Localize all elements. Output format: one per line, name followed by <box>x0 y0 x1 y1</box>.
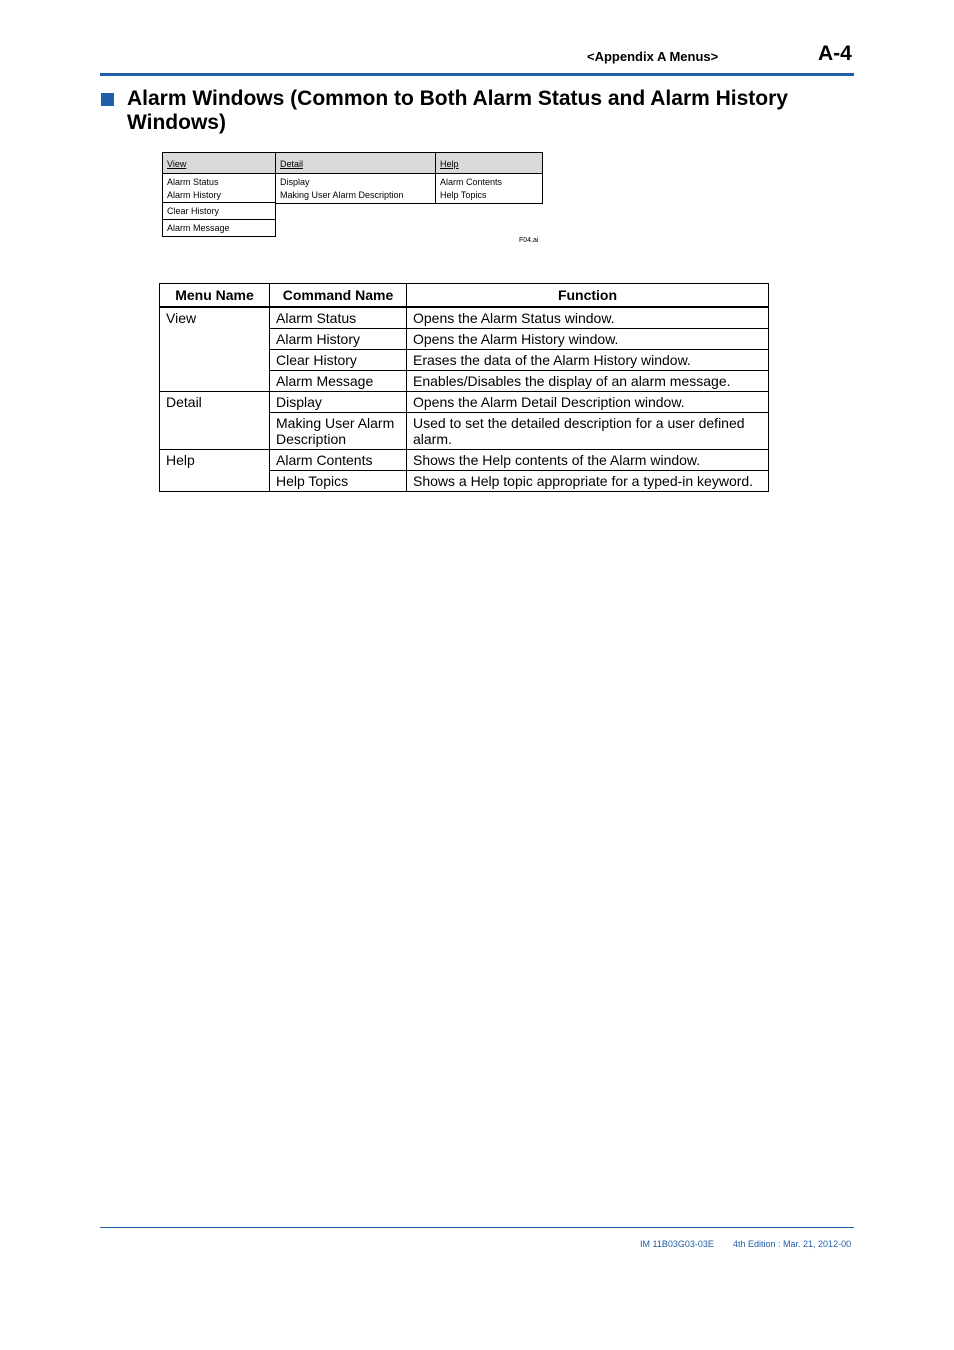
square-bullet-icon <box>101 93 114 106</box>
menu-item-alarm-contents[interactable]: Alarm Contents <box>440 177 503 187</box>
function-cell: Shows the Help contents of the Alarm window. <box>407 450 769 471</box>
menu-name-cell: Detail <box>160 392 270 413</box>
table-row <box>160 329 769 350</box>
menu-name-cell: View <box>160 307 270 329</box>
menu-detail[interactable] <box>275 152 436 204</box>
command-table <box>159 283 769 492</box>
menu-detail-label[interactable] <box>276 153 435 174</box>
menu-name-cell <box>160 350 270 371</box>
menu-help-label[interactable] <box>436 153 542 174</box>
figure-id: F04.ai <box>519 237 539 244</box>
col-header-menu: Menu Name <box>160 284 270 308</box>
running-header-section: <Appendix A Menus> <box>587 49 719 64</box>
section-title: Alarm Windows (Common to Both Alarm Status and Alarm History Windows) <box>127 87 788 134</box>
function-cell: Opens the Alarm Status window. <box>407 307 769 329</box>
menu-item-alarm-status[interactable]: Alarm Status <box>167 177 219 187</box>
menu-name-cell <box>160 371 270 392</box>
document-id: IM 11B03G03-03E <box>640 1239 714 1249</box>
menu-help-text: Help <box>440 159 459 169</box>
function-cell: Enables/Disables the display of an alarm message. <box>407 371 769 392</box>
command-cell: Making User Alarm Description <box>270 413 407 450</box>
menu-view-label[interactable] <box>163 153 275 174</box>
edition-date: 4th Edition : Mar. 21, 2012-00 <box>733 1239 852 1249</box>
function-cell: Erases the data of the Alarm History window. <box>407 350 769 371</box>
page-number: A-4 <box>818 42 852 65</box>
col-header-function: Function <box>407 284 769 308</box>
menu-item-making-user-alarm-description[interactable]: Making User Alarm Description <box>280 190 404 200</box>
command-cell: Alarm Message <box>270 371 407 392</box>
menu-name-cell: Help <box>160 450 270 471</box>
menu-help[interactable] <box>435 152 543 204</box>
table-row <box>160 450 769 471</box>
menu-item-display[interactable]: Display <box>280 177 310 187</box>
command-cell: Help Topics <box>270 471 407 492</box>
menu-detail-text: Detail <box>280 159 304 169</box>
col-header-command: Command Name <box>270 284 407 308</box>
table-row <box>160 392 769 413</box>
command-cell: Display <box>270 392 407 413</box>
function-cell: Opens the Alarm History window. <box>407 329 769 350</box>
table-row <box>160 307 769 329</box>
table-row <box>160 471 769 492</box>
command-cell: Alarm History <box>270 329 407 350</box>
menu-item-alarm-message[interactable]: Alarm Message <box>163 219 275 236</box>
command-cell: Clear History <box>270 350 407 371</box>
menu-name-cell <box>160 329 270 350</box>
table-row <box>160 371 769 392</box>
menu-view[interactable] <box>162 152 276 237</box>
function-cell: Shows a Help topic appropriate for a typed-in keyword. <box>407 471 769 492</box>
function-cell: Used to set the detailed description for a user defined alarm. <box>407 413 769 450</box>
menu-name-cell <box>160 471 270 492</box>
footer-rule <box>100 1227 854 1228</box>
menu-item-alarm-history[interactable]: Alarm History <box>167 190 222 200</box>
table-row <box>160 413 769 450</box>
table-row <box>160 350 769 371</box>
menu-name-cell <box>160 413 270 450</box>
menu-item-clear-history[interactable]: Clear History <box>163 202 275 219</box>
menu-item-help-topics[interactable]: Help Topics <box>440 190 487 200</box>
function-cell: Opens the Alarm Detail Description window. <box>407 392 769 413</box>
menu-view-text: View <box>167 159 187 169</box>
command-cell: Alarm Contents <box>270 450 407 471</box>
command-cell: Alarm Status <box>270 307 407 329</box>
header-rule <box>100 73 854 76</box>
